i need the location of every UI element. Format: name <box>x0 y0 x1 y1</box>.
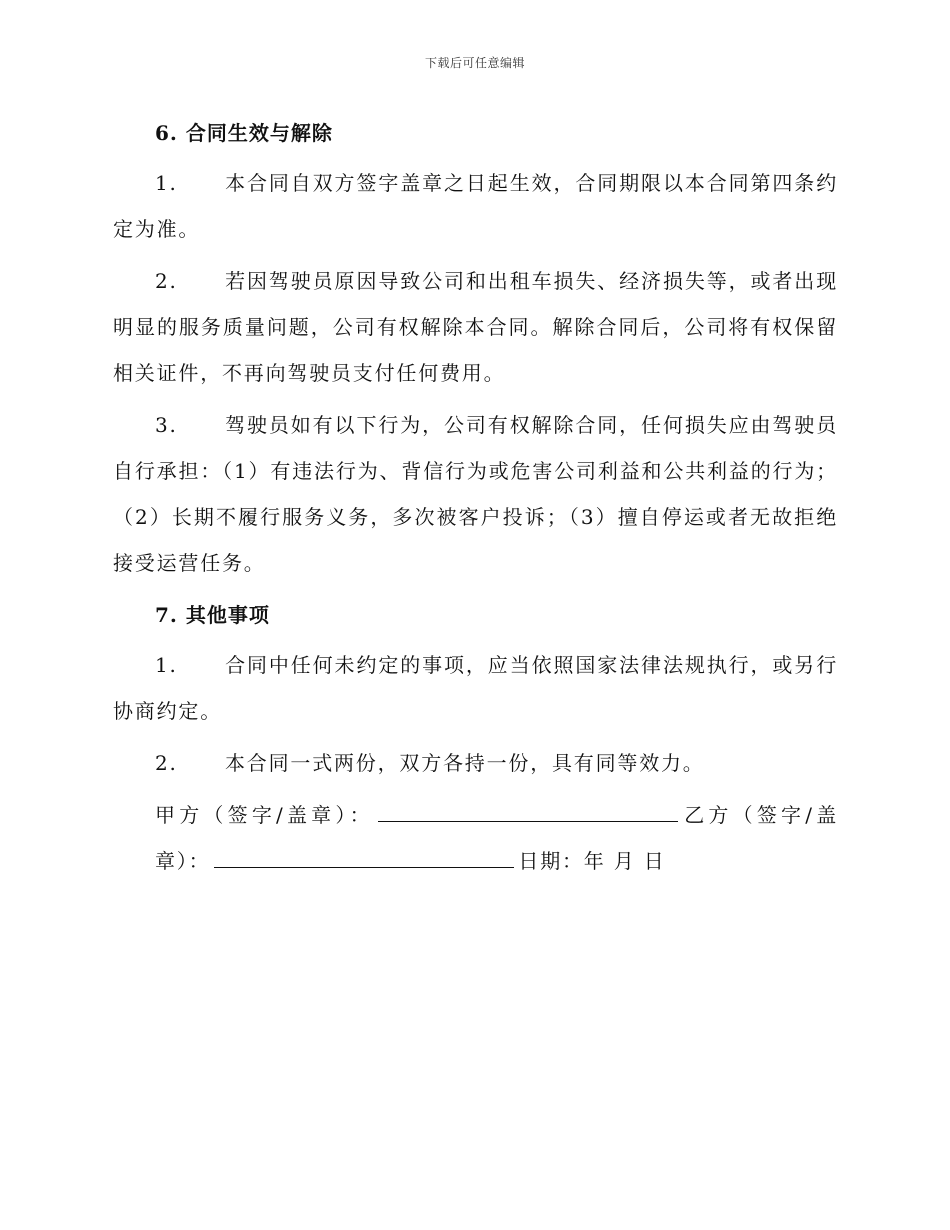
clause-number: 2. <box>155 751 178 775</box>
clause-text: 本合同自双方签字盖章之日起生效，合同期限以本合同第四条约定为准。 <box>113 171 838 241</box>
clause-7-1 <box>113 642 838 734</box>
date-label: 日期：年 月 日 <box>518 849 666 873</box>
clause-6-3 <box>113 402 838 586</box>
party-a-label: 甲方（签字/盖章）： <box>155 803 374 827</box>
clause-text: 若因驾驶员原因导致公司和出租车损失、经济损失等，或者出现明显的服务质量问题，公司有权解除本合同。解除合同后，公司将有权保留相关证件，不再向驾驶员支付任何费用。 <box>113 269 838 385</box>
page-header: 下载后可任意编辑 <box>424 56 525 70</box>
clause-number: 3. <box>155 413 178 437</box>
party-b-signature-line[interactable] <box>214 849 514 868</box>
clause-text: 合同中任何未约定的事项，应当依照国家法律法规执行，或另行协商约定。 <box>113 653 838 723</box>
clause-number: 2. <box>155 269 178 293</box>
clause-6-1 <box>113 160 838 252</box>
clause-number: 1. <box>155 653 178 677</box>
party-a-signature-line[interactable] <box>378 803 678 822</box>
clause-text: 驾驶员如有以下行为，公司有权解除合同，任何损失应由驾驶员自行承担：（1）有违法行为、背信行为或危害公司利益和公共利益的行为；（2）长期不履行服务义务，多次被客户投诉；（3）擅自停运或者无故拒绝接受运营任务。 <box>113 413 838 575</box>
clause-7-2 <box>113 740 838 786</box>
document-body <box>113 110 838 884</box>
party-b-label: 乙方（签字/盖章）： <box>155 803 838 873</box>
signature-block <box>113 792 838 884</box>
clause-text: 本合同一式两份，双方各持一份，具有同等效力。 <box>225 751 705 775</box>
clause-number: 1. <box>155 171 178 195</box>
section-title-7: 7. 其他事项 <box>155 603 270 627</box>
clause-6-2 <box>113 258 838 396</box>
section-title-6: 6. 合同生效与解除 <box>155 121 333 145</box>
